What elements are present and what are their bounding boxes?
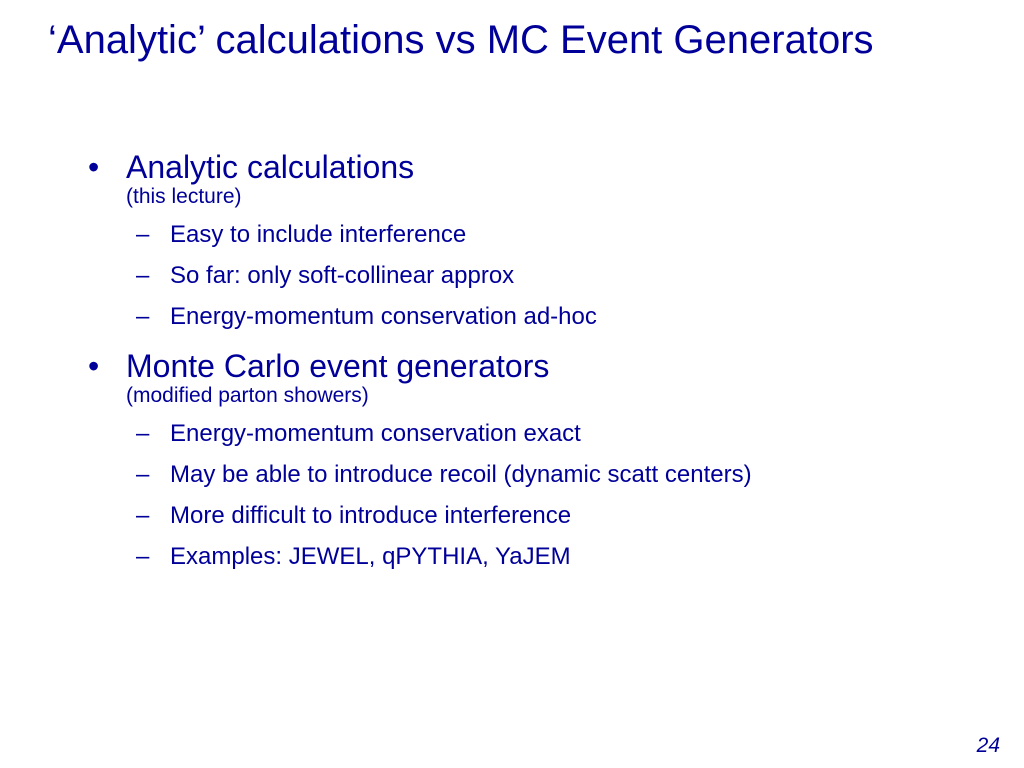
dash-marker: – (136, 420, 150, 447)
list-item (136, 262, 988, 290)
list-item (136, 303, 988, 331)
list-item (136, 461, 988, 489)
list-item-text: Examples: JEWEL, qPYTHIA, YaJEM (170, 543, 571, 570)
list-item-text: May be able to introduce recoil (dynamic scatt centers) (170, 461, 752, 488)
bullet-title: Monte Carlo event generators (126, 348, 550, 384)
dash-marker: – (136, 461, 150, 488)
list-item (136, 502, 988, 530)
dash-marker: – (136, 221, 150, 248)
dash-marker: – (136, 303, 150, 330)
list-item-text: Energy-momentum conservation ad-hoc (170, 303, 597, 330)
dash-marker: – (136, 543, 150, 570)
bullet-note: (modified parton showers) (126, 384, 369, 407)
dash-marker: – (136, 262, 150, 289)
bullet-analytic-calculations (88, 145, 988, 331)
bullet-monte-carlo (88, 344, 988, 571)
bullet-title: Analytic calculations (126, 149, 415, 185)
bullet-marker: • (88, 348, 100, 384)
list-item (136, 420, 988, 448)
list-item (136, 221, 988, 249)
list-item-text: More difficult to introduce interference (170, 502, 572, 529)
list-item-text: Energy-momentum conservation exact (170, 420, 581, 447)
slide-title: ‘Analytic’ calculations vs MC Event Generators (48, 18, 874, 62)
dash-marker: – (136, 502, 150, 529)
bullet-note: (this lecture) (126, 185, 242, 208)
sub-list (136, 420, 988, 571)
list-item-text: So far: only soft-collinear approx (170, 262, 515, 289)
list-item-text: Easy to include interference (170, 221, 467, 248)
slide-content (88, 145, 988, 584)
bullet-marker: • (88, 149, 100, 185)
page-number: 24 (976, 734, 1000, 757)
list-item (136, 543, 988, 571)
sub-list (136, 221, 988, 331)
